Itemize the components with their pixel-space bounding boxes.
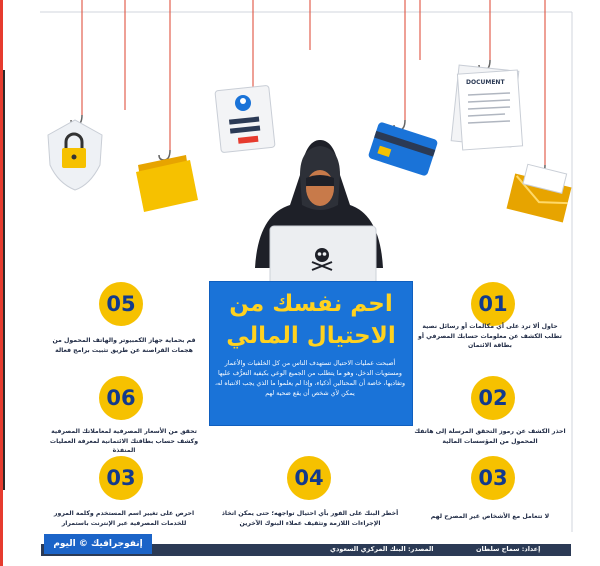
tip-number-badge: 02 <box>471 376 515 420</box>
envelope-icon <box>507 164 572 222</box>
tip-text: قم بحماية جهاز الكمبيوتر والهاتف المحمول من هجمات القراصنة عن طريق تثبيت برامج فعالة <box>52 337 196 354</box>
tip-number-badge: 06 <box>99 376 143 420</box>
tip-text: تحقق من الأسعار المصرفية لمعاملاتك المصرفية وكشف حساب بطاقتك الائتمانية لمعرفة العمليات المنفذة <box>49 428 199 454</box>
publisher-logo: إنفوجرافيك © اليوم <box>44 534 152 554</box>
tip-text: أخطر البنك على الفور بأي احتيال تواجهه؛ حتى يمكن اتخاذ الإجراءات اللازمة وتثقيف عملاء البنوك الآخرين <box>221 510 399 527</box>
login-card-icon <box>215 85 275 152</box>
title-line-2: الاحتيال المالي <box>226 323 396 349</box>
intro-description: أصبحت عمليات الاحتيال تستهدف الناس من كل الخلفيات والأعمار ومستويات الدخل، وهو ما يتطلب من الجميع الوعي بكيفية التعرُّف عليها وتفاديها، خاصة أن المحتالين أذكياء، وإذا لم يعلموا ما الذي يجب الانتباه له، يمكن لأي شخص أن يقع ضحية لهم <box>214 360 405 397</box>
footer-source: المصدر: البنك المركزي السعودي <box>330 545 434 553</box>
document-icon <box>451 65 522 150</box>
title-panel <box>209 281 413 426</box>
folder-icon <box>136 155 198 212</box>
tip-number-badge: 03 <box>471 456 515 500</box>
tip-text: لا تتعامل مع الأشخاص غير المصرح لهم <box>430 513 550 520</box>
laptop-icon <box>270 226 376 288</box>
tip-number-badge: 05 <box>99 282 143 326</box>
credit-card-icon <box>368 121 439 176</box>
title-line-1: احم نفسك من <box>229 291 393 317</box>
tip-number-badge: 04 <box>287 456 331 500</box>
tip-number-badge: 01 <box>471 282 515 326</box>
tip-text: احرص على تغيير اسم المستخدم وكلمة المرور للخدمات المصرفية عبر الإنترنت باستمرار <box>53 510 195 527</box>
footer-prepared-by: إعداد: سماح سلطان <box>476 545 541 553</box>
document-label: DOCUMENT <box>466 79 505 86</box>
lock-shield-icon <box>48 120 102 190</box>
tip-text: احذر الكشف عن رموز التحقق المرسلة إلى هاتفك المحمول من المؤسسات المالية <box>414 428 566 445</box>
tip-text: حاول ألا ترد على أي مكالمات أو رسائل نصية تطلب الكشف عن معلومات حسابك المصرفي أو بطاقة الائتمان <box>418 323 562 349</box>
tip-number-badge: 03 <box>99 456 143 500</box>
